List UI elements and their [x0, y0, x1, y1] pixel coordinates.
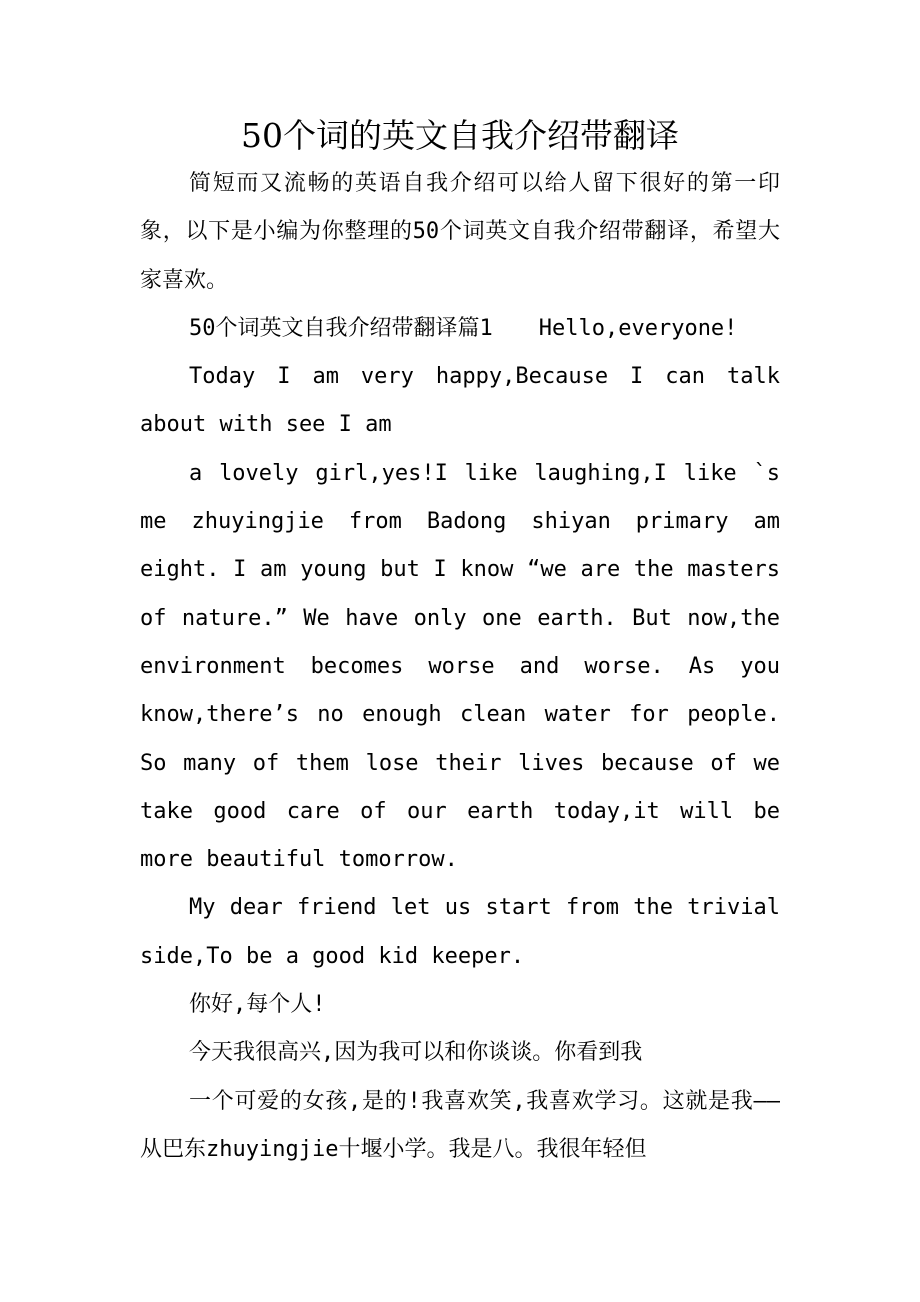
body-paragraph: My dear friend let us start from the trivial side,To be a good kid keeper.	[140, 895, 780, 969]
body-paragraph: Today I am very happy,Because I can talk about with see I am	[140, 364, 780, 438]
greeting-text: Hello,everyone!	[538, 315, 738, 341]
section-heading-line	[140, 305, 780, 353]
translation-paragraph: 你好,每个人!	[189, 992, 326, 1018]
translation-paragraph: 今天我很高兴,因为我可以和你谈谈。你看到我	[189, 1040, 643, 1066]
body-paragraph: a lovely girl,yes!I like laughing,I like `s me zhuyingjie from Badong shiyan primary am eight. I am young but I know “we are the masters of nature.” We have only one earth. But now,the environment becomes worse and worse. As you know,there’s no enough clean water for people. So many of them lose their lives because of we take good care of our earth today,it will be more beautiful tomorrow.	[140, 460, 780, 873]
translation-paragraph: 一个可爱的女孩,是的!我喜欢笑,我喜欢学习。这就是我——从巴东zhuyingjie十堰小学。我是八。我很年轻但	[140, 1088, 780, 1162]
document-body	[140, 160, 780, 1174]
section-heading: 50个词英文自我介绍带翻译篇1	[189, 315, 493, 341]
intro-paragraph: 简短而又流畅的英语自我介绍可以给人留下很好的第一印象，以下是小编为你整理的50个词英文自我介绍带翻译，希望大家喜欢。	[140, 171, 780, 293]
page-title: 50个词的英文自我介绍带翻译	[241, 116, 679, 155]
